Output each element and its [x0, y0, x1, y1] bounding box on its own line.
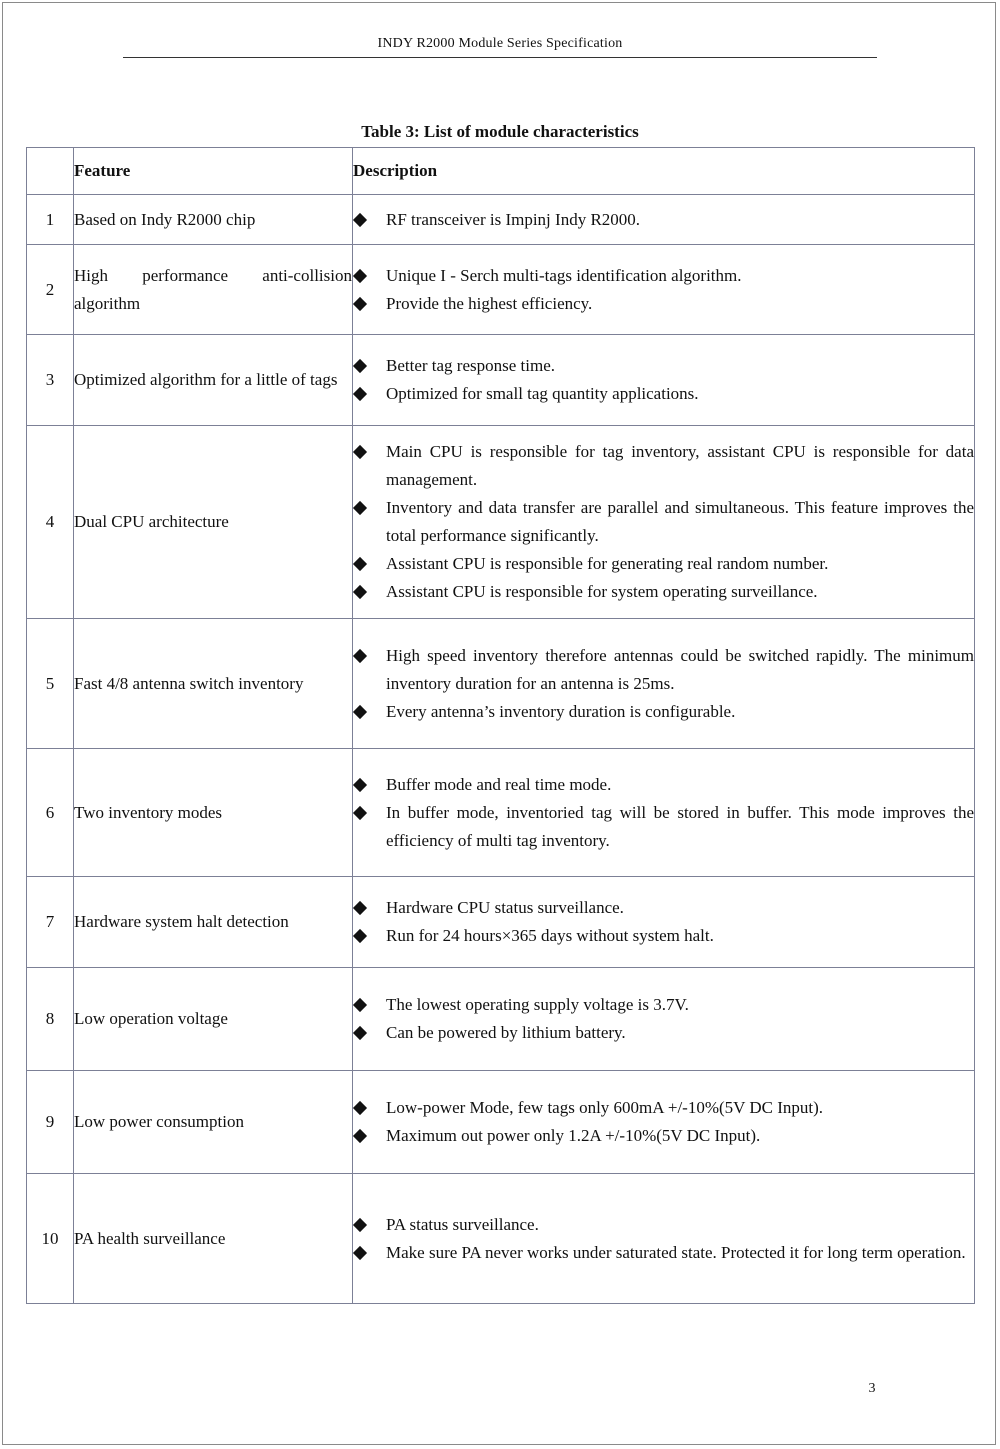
description-bullet — [353, 380, 974, 408]
description-bullet — [353, 771, 974, 799]
description-cell — [353, 195, 975, 245]
description-cell — [353, 619, 975, 749]
header-description: Description — [353, 148, 975, 195]
description-bullet-list — [353, 991, 974, 1047]
description-bullet — [353, 1019, 974, 1047]
row-number: 8 — [27, 968, 74, 1071]
diamond-bullet-icon — [353, 445, 367, 459]
description-bullet — [353, 1094, 974, 1122]
table-body — [27, 195, 975, 1304]
description-bullet-list — [353, 262, 974, 318]
diamond-bullet-icon — [353, 1217, 367, 1231]
description-bullet — [353, 922, 974, 950]
table-row — [27, 1174, 975, 1304]
diamond-bullet-icon — [353, 212, 367, 226]
diamond-bullet-icon — [353, 501, 367, 515]
description-cell — [353, 877, 975, 968]
diamond-bullet-icon — [353, 901, 367, 915]
feature-cell: Based on Indy R2000 chip — [74, 195, 353, 245]
bullet-text: Buffer mode and real time mode. — [386, 774, 612, 794]
table-row — [27, 749, 975, 877]
bullet-text: Main CPU is responsible for tag inventory, assistant CPU is responsible for data management. — [386, 442, 974, 489]
diamond-bullet-icon — [353, 805, 367, 819]
row-number: 2 — [27, 245, 74, 335]
description-bullet-list — [353, 206, 974, 234]
header-rule — [123, 57, 877, 58]
feature-cell: Fast 4/8 antenna switch inventory — [74, 619, 353, 749]
description-bullet — [353, 550, 974, 578]
row-number: 1 — [27, 195, 74, 245]
description-cell — [353, 968, 975, 1071]
table-row — [27, 426, 975, 619]
diamond-bullet-icon — [353, 1026, 367, 1040]
diamond-bullet-icon — [353, 704, 367, 718]
row-number: 4 — [27, 426, 74, 619]
description-bullet — [353, 1211, 974, 1239]
bullet-text: Maximum out power only 1.2A +/-10%(5V DC Input). — [386, 1126, 761, 1145]
description-bullet-list — [353, 1211, 974, 1267]
diamond-bullet-icon — [353, 1129, 367, 1143]
bullet-text: RF transceiver is Impinj Indy R2000. — [386, 209, 641, 229]
diamond-bullet-icon — [353, 929, 367, 943]
description-bullet-list — [353, 438, 974, 606]
description-bullet — [353, 206, 974, 234]
bullet-text: High speed inventory therefore antennas could be switched rapidly. The minimum inventory duration for an antenna is 25ms. — [386, 645, 974, 693]
table-row — [27, 968, 975, 1071]
row-number: 5 — [27, 619, 74, 749]
table-row — [27, 245, 975, 335]
bullet-text: Low-power Mode, few tags only 600mA +/-10%(5V DC Input). — [386, 1098, 824, 1117]
characteristics-table — [26, 147, 975, 1304]
diamond-bullet-icon — [353, 585, 367, 599]
description-bullet — [353, 894, 974, 922]
diamond-bullet-icon — [353, 1245, 367, 1259]
description-bullet — [353, 290, 974, 318]
table-row — [27, 335, 975, 426]
bullet-text: In buffer mode, inventoried tag will be stored in buffer. This mode improves the efficiency of multi tag inventory. — [386, 802, 974, 850]
description-bullet — [353, 698, 974, 726]
feature-cell: Optimized algorithm for a little of tags — [74, 335, 353, 426]
feature-cell: High performance anti-collision algorithm — [74, 245, 353, 335]
diamond-bullet-icon — [353, 1101, 367, 1115]
description-bullet-list — [353, 771, 974, 855]
description-bullet-list — [353, 1094, 974, 1150]
description-cell — [353, 1174, 975, 1304]
description-bullet — [353, 438, 974, 494]
description-cell — [353, 245, 975, 335]
diamond-bullet-icon — [353, 268, 367, 282]
table-row — [27, 195, 975, 245]
description-bullet — [353, 1239, 974, 1267]
row-number: 6 — [27, 749, 74, 877]
description-bullet-list — [353, 894, 974, 950]
diamond-bullet-icon — [353, 998, 367, 1012]
header-feature: Feature — [74, 148, 353, 195]
page-number: 3 — [868, 1381, 876, 1396]
bullet-text: Unique I - Serch multi-tags identification algorithm. — [386, 265, 742, 285]
description-cell — [353, 335, 975, 426]
table-header-row — [27, 148, 975, 195]
bullet-text: Every antenna’s inventory duration is configurable. — [386, 701, 736, 721]
diamond-bullet-icon — [353, 777, 367, 791]
feature-cell: PA health surveillance — [74, 1174, 353, 1304]
table-row — [27, 619, 975, 749]
bullet-text: Make sure PA never works under saturated state. Protected it for long term operation. — [386, 1242, 966, 1262]
bullet-text: Provide the highest efficiency. — [386, 293, 593, 313]
description-cell — [353, 749, 975, 877]
bullet-text: Assistant CPU is responsible for system operating surveillance. — [386, 582, 818, 601]
diamond-bullet-icon — [353, 387, 367, 401]
bullet-text: Assistant CPU is responsible for generating real random number. — [386, 554, 829, 573]
description-bullet-list — [353, 642, 974, 726]
document-header-title: INDY R2000 Module Series Specification — [377, 36, 623, 51]
table-row — [27, 877, 975, 968]
feature-cell: Dual CPU architecture — [74, 426, 353, 619]
description-bullet — [353, 991, 974, 1019]
feature-cell: Low power consumption — [74, 1071, 353, 1174]
bullet-text: Better tag response time. — [386, 356, 556, 375]
diamond-bullet-icon — [353, 296, 367, 310]
description-bullet — [353, 262, 974, 290]
bullet-text: The lowest operating supply voltage is 3.7V. — [386, 995, 689, 1014]
description-cell — [353, 1071, 975, 1174]
diamond-bullet-icon — [353, 648, 367, 662]
row-number: 7 — [27, 877, 74, 968]
description-bullet — [353, 642, 974, 698]
table-row — [27, 1071, 975, 1174]
bullet-text: Can be powered by lithium battery. — [386, 1023, 626, 1042]
description-bullet-list — [353, 352, 974, 408]
feature-cell: Two inventory modes — [74, 749, 353, 877]
diamond-bullet-icon — [353, 359, 367, 373]
row-number: 10 — [27, 1174, 74, 1304]
description-bullet — [353, 578, 974, 606]
description-bullet — [353, 1122, 974, 1150]
table-caption: Table 3: List of module characteristics — [361, 122, 639, 141]
feature-cell: Hardware system halt detection — [74, 877, 353, 968]
bullet-text: Run for 24 hours×365 days without system halt. — [386, 926, 714, 945]
feature-cell: Low operation voltage — [74, 968, 353, 1071]
description-bullet — [353, 352, 974, 380]
row-number: 9 — [27, 1071, 74, 1174]
bullet-text: Hardware CPU status surveillance. — [386, 898, 624, 917]
bullet-text: PA status surveillance. — [386, 1214, 539, 1234]
bullet-text: Optimized for small tag quantity applications. — [386, 384, 699, 403]
description-bullet — [353, 799, 974, 855]
description-bullet — [353, 494, 974, 550]
header-number — [27, 148, 74, 195]
row-number: 3 — [27, 335, 74, 426]
diamond-bullet-icon — [353, 557, 367, 571]
bullet-text: Inventory and data transfer are parallel and simultaneous. This feature improves the total performance significantly. — [386, 498, 974, 545]
description-cell — [353, 426, 975, 619]
